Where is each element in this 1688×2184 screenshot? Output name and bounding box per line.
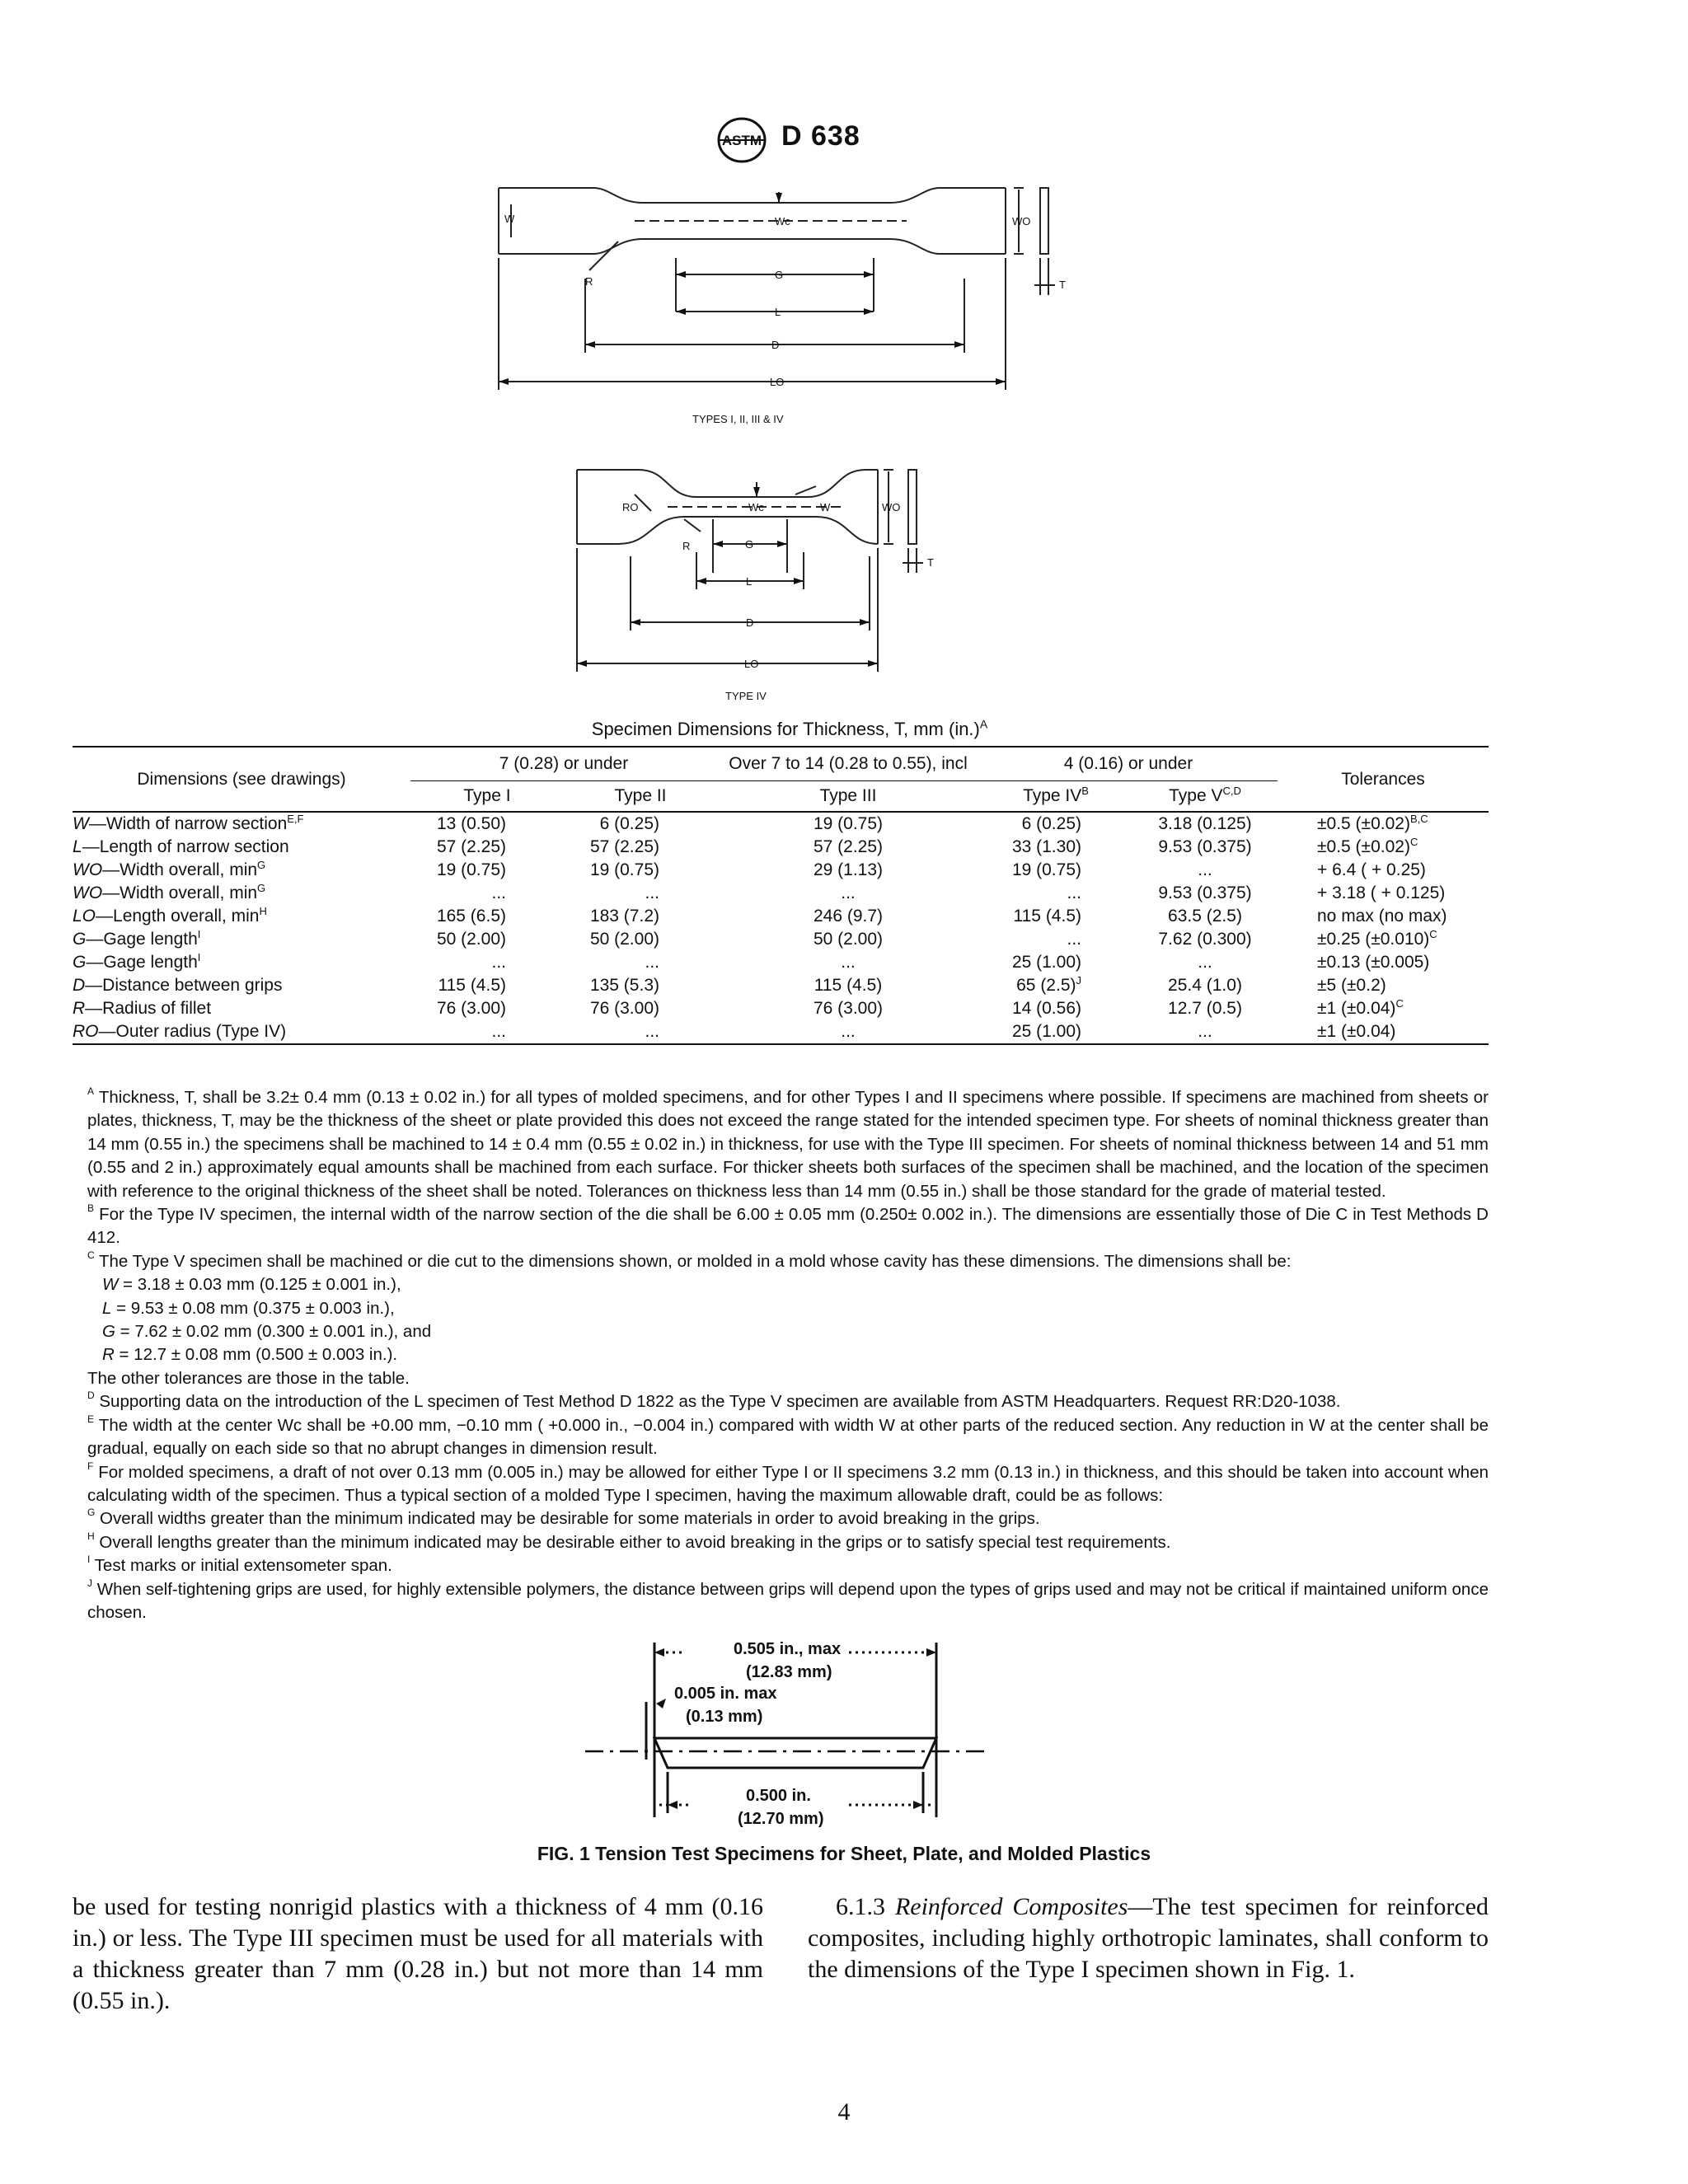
table-caption-text: Specimen Dimensions for Thickness, T, mm (in.) — [591, 719, 980, 739]
footnote-c-r — [73, 1343, 1489, 1366]
type-1-value — [410, 997, 564, 1020]
drawing1-label-wc: Wc — [775, 215, 790, 227]
col-header-dimensions: Dimensions (see drawings) — [73, 747, 410, 812]
footnote-a — [73, 1086, 1489, 1203]
dimension-cell — [73, 974, 410, 997]
footnote-h-mark: H — [87, 1530, 95, 1542]
type-4-value — [979, 951, 1132, 974]
footnote-g-mark: G — [87, 1507, 96, 1519]
drawing1-label-l: L — [775, 306, 781, 318]
type-2-value — [564, 812, 717, 836]
footnote-f — [73, 1461, 1489, 1508]
type-5-value — [1132, 882, 1278, 905]
type-1-value-text: ... — [491, 1022, 506, 1041]
col-group-7mm: 7 (0.28) or under — [410, 747, 717, 781]
dimension-desc: —Gage length — [86, 930, 198, 949]
footnote-d-mark: D — [87, 1390, 95, 1402]
tolerance-note: C — [1409, 836, 1418, 848]
page-header — [0, 115, 1688, 165]
type-3-value — [717, 997, 979, 1020]
type-4-value-text: 25 (1.00) — [1011, 1022, 1081, 1041]
dimension-cell — [73, 1020, 410, 1044]
type-5-label: Type V — [1169, 786, 1223, 805]
dimension-desc: —Width of narrow section — [88, 814, 288, 833]
type-5-value — [1132, 951, 1278, 974]
type-1-value-text: ... — [491, 953, 506, 972]
dimension-symbol: D — [73, 976, 86, 995]
type-1-value-text: 50 (2.00) — [436, 930, 506, 949]
figure-caption: FIG. 1 Tension Test Specimens for Sheet, Plate, and Molded Plastics — [537, 1843, 1151, 1864]
tolerance-note: C — [1429, 928, 1437, 940]
type-4-value — [979, 1020, 1132, 1044]
type-1-value-text: 13 (0.50) — [436, 814, 506, 833]
drawing1-label-w: W — [504, 213, 515, 225]
drawing1-label-r: R — [585, 275, 593, 288]
type-1-value-text: 19 (0.75) — [436, 860, 506, 879]
type-5-value-text: ... — [1198, 1022, 1212, 1041]
type-5-value-text: 7.62 (0.300) — [1158, 930, 1252, 949]
table-footnotes — [73, 1086, 1489, 1624]
type-1-value-text: 115 (4.5) — [438, 976, 506, 995]
table-body — [73, 812, 1489, 1044]
footnote-h-text: Overall lengths greater than the minimum indicated may be desirable either to avoid breaking in the grips or to satisfy special test requirements. — [99, 1532, 1171, 1552]
footnote-c-l — [73, 1297, 1489, 1320]
type-5-value-text: ... — [1198, 953, 1212, 972]
tolerance-text: ±5 (±0.2) — [1317, 976, 1386, 995]
table-row — [73, 928, 1489, 951]
drawing1-label-wo: WO — [1012, 215, 1031, 227]
footnote-j-mark: J — [87, 1577, 92, 1589]
tolerance-text: + 6.4 ( + 0.25) — [1317, 860, 1426, 879]
sketch-bottom-mm: (12.70 mm) — [738, 1810, 824, 1828]
type-5-value-text: 25.4 (1.0) — [1168, 976, 1242, 995]
footnote-f-mark: F — [87, 1460, 94, 1472]
tolerance-text: ±0.5 (±0.02) — [1317, 837, 1410, 856]
type-5-value — [1132, 928, 1278, 951]
footnote-c-g-text: = 7.62 ± 0.02 mm (0.300 ± 0.001 in.), and — [115, 1322, 432, 1342]
footnote-c-l-text: = 9.53 ± 0.08 mm (0.375 ± 0.003 in.), — [111, 1298, 395, 1318]
dimension-desc: —Outer radius (Type IV) — [98, 1022, 287, 1041]
type-3-value-text: ... — [841, 1022, 856, 1041]
tolerance-value — [1278, 997, 1489, 1020]
table-row — [73, 974, 1489, 997]
type-4-label: Type IV — [1023, 786, 1082, 805]
specimen-drawing-types-1-4 — [486, 180, 1080, 435]
type-2-value — [564, 974, 717, 997]
sketch-top-mm: (12.83 mm) — [746, 1663, 832, 1681]
footnote-c-mark: C — [87, 1249, 95, 1262]
type-2-value-text: 19 (0.75) — [589, 860, 659, 879]
dimension-note: E,F — [287, 813, 304, 825]
type-4-value — [979, 974, 1132, 997]
type-2-value — [564, 997, 717, 1020]
type-1-value — [410, 974, 564, 997]
footnote-d — [73, 1390, 1489, 1413]
footnote-a-mark: A — [87, 1085, 95, 1098]
type-2-value — [564, 836, 717, 859]
section-number: 6.1.3 — [836, 1893, 895, 1920]
type-1-value — [410, 951, 564, 974]
type-4-value — [979, 836, 1132, 859]
tolerance-text: ±0.13 (±0.005) — [1317, 953, 1430, 972]
type-4-value-text: ... — [1067, 930, 1081, 949]
dimension-symbol: RO — [73, 1022, 99, 1041]
type-5-value-text: 9.53 (0.375) — [1158, 837, 1252, 856]
type-1-value-text: ... — [491, 883, 506, 902]
footnote-c-r-sym: R — [102, 1345, 115, 1365]
type-3-value — [717, 974, 979, 997]
drawing2-label-wc: Wc — [748, 501, 764, 513]
table-row — [73, 1020, 1489, 1044]
dimension-symbol: W — [73, 814, 89, 833]
type-4-value-text: 19 (0.75) — [1011, 860, 1081, 879]
dimension-note: G — [257, 882, 266, 894]
footnote-j — [73, 1578, 1489, 1625]
type-3-value — [717, 951, 979, 974]
col-header-tolerances: Tolerances — [1278, 747, 1489, 812]
body-text-right — [808, 1891, 1489, 1985]
dimension-cell — [73, 997, 410, 1020]
tolerance-text: ±1 (±0.04) — [1317, 1022, 1396, 1041]
dimension-symbol: LO — [73, 907, 96, 926]
tolerance-text: ±0.5 (±0.02) — [1317, 814, 1410, 833]
footnote-j-text: When self-tightening grips are used, for highly extensible polymers, the distance between grips will depend upon the types of grips used and may not be critical if maintained uniform once chosen. — [87, 1579, 1489, 1622]
table-row — [73, 882, 1489, 905]
type-2-value-text: ... — [645, 883, 659, 902]
tolerance-text: + 3.18 ( + 0.125) — [1317, 883, 1446, 902]
specimen-drawing-type-4 — [569, 466, 1030, 713]
drawing1-label-t: T — [1059, 279, 1066, 291]
dimension-desc: —Length overall, min — [96, 907, 260, 926]
type-3-value — [717, 905, 979, 928]
drawing2-label-g: G — [745, 538, 754, 551]
footnote-c-g — [73, 1320, 1489, 1343]
dimension-note: G — [257, 859, 266, 871]
section-title: Reinforced Composites — [894, 1893, 1128, 1920]
type-4-value — [979, 812, 1132, 836]
drawing1-label-lo: LO — [770, 376, 785, 388]
type-4-value — [979, 882, 1132, 905]
tolerance-value — [1278, 812, 1489, 836]
footnote-i — [73, 1554, 1489, 1577]
type-1-value — [410, 812, 564, 836]
logo-text: ASTM — [721, 133, 762, 148]
type-5-note: C,D — [1222, 785, 1241, 797]
drawing2-label-t: T — [927, 556, 934, 569]
col-group-4mm: 4 (0.16) or under — [979, 747, 1278, 781]
col-header-type-3: Type III — [717, 781, 979, 813]
footnote-e-text: The width at the center Wc shall be +0.00 mm, −0.10 mm ( +0.000 in., −0.004 in.) compared with width W at other parts of the reduced section. Any reduction in W at the center shall be gradual, equally on each side so that no abrupt changes in dimension result. — [87, 1415, 1489, 1459]
tolerance-value — [1278, 882, 1489, 905]
dimension-cell — [73, 859, 410, 882]
dimension-cell — [73, 951, 410, 974]
drawing1-caption: TYPES I, II, III & IV — [692, 413, 784, 425]
footnote-b-mark: B — [87, 1202, 95, 1215]
type-2-value — [564, 859, 717, 882]
type-4-value-text: 6 (0.25) — [1021, 814, 1081, 833]
dimension-symbol: WO — [73, 860, 103, 879]
drawing1-label-g: G — [775, 269, 784, 281]
type-3-value-text: 50 (2.00) — [813, 930, 884, 949]
type-1-value-text: 165 (6.5) — [436, 907, 506, 926]
sketch-bottom-in: 0.500 in. — [746, 1787, 811, 1805]
tolerance-text: ±0.25 (±0.010) — [1317, 930, 1430, 949]
type-5-value — [1132, 812, 1278, 836]
footnote-c-l-sym: L — [102, 1298, 112, 1318]
sketch-top-in: 0.505 in., max — [734, 1640, 842, 1658]
footnote-c-r-text: = 12.7 ± 0.08 mm (0.500 ± 0.003 in.). — [114, 1345, 398, 1365]
type-2-value — [564, 951, 717, 974]
type-5-value-text: 63.5 (2.5) — [1168, 907, 1242, 926]
tolerance-value — [1278, 974, 1489, 997]
type-5-value-text: 3.18 (0.125) — [1158, 814, 1252, 833]
type-3-value — [717, 928, 979, 951]
draft-section-sketch — [577, 1636, 1006, 1834]
type-5-value — [1132, 997, 1278, 1020]
footnote-i-text: Test marks or initial extensometer span. — [94, 1556, 392, 1576]
section-text: —The test specimen for reinforced composites, including highly orthotropic laminates, shall conform to the dimensions of the Type I specimen shown in Fig. 1. — [808, 1893, 1489, 1983]
type-2-value-text: ... — [645, 1022, 659, 1041]
table-caption — [0, 719, 1579, 740]
tolerance-note: B,C — [1409, 813, 1428, 825]
tolerance-value — [1278, 836, 1489, 859]
tolerance-value — [1278, 928, 1489, 951]
tolerance-note: C — [1395, 997, 1404, 1010]
dimension-note: I — [197, 928, 201, 940]
type-4-value-text: 14 (0.56) — [1011, 999, 1081, 1018]
type-4-value — [979, 859, 1132, 882]
drawing1-label-d: D — [771, 339, 780, 351]
drawing2-caption: TYPE IV — [725, 690, 767, 702]
type-3-value-text: ... — [841, 883, 856, 902]
drawing2-label-l: L — [746, 575, 753, 588]
col-header-type-4 — [979, 781, 1132, 813]
footnote-c-w-text: = 3.18 ± 0.03 mm (0.125 ± 0.001 in.), — [118, 1275, 401, 1295]
footnote-c-other: The other tolerances are those in the table. — [87, 1368, 410, 1388]
footnote-g-text: Overall widths greater than the minimum indicated may be desirable for some materials in order to avoid breaking in the grips. — [100, 1509, 1040, 1529]
dimension-desc: —Length of narrow section — [82, 837, 289, 856]
type-3-value — [717, 836, 979, 859]
footnote-e-mark: E — [87, 1413, 95, 1425]
footnote-b-text: For the Type IV specimen, the internal width of the narrow section of the die shall be 6.00 ± 0.05 mm (0.250± 0.002 in.). The dimensions are essentially those of Die C in Test Methods D 412. — [87, 1205, 1489, 1248]
dimension-cell — [73, 882, 410, 905]
type-4-value-text: 115 (4.5) — [1013, 907, 1081, 926]
sketch-draft-mm: (0.13 mm) — [686, 1708, 763, 1726]
col-header-type-1: Type I — [410, 781, 564, 813]
type-1-value — [410, 905, 564, 928]
type-2-value-text: ... — [645, 953, 659, 972]
dimension-desc: —Gage length — [86, 953, 198, 972]
type-3-value-text: 76 (3.00) — [813, 999, 884, 1018]
dimension-desc: —Radius of fillet — [85, 999, 212, 1018]
footnote-c-w-sym: W — [102, 1275, 119, 1295]
type-1-value-text: 57 (2.25) — [436, 837, 506, 856]
footnote-c-text: The Type V specimen shall be machined or die cut to the dimensions shown, or molded in a mold whose cavity has these dimensions. The dimensions shall be: — [99, 1251, 1292, 1271]
type-4-value-text: 65 (2.5) — [1016, 976, 1076, 995]
dimension-desc: —Width overall, min — [102, 883, 258, 902]
drawing2-label-lo: LO — [744, 658, 759, 670]
drawing2-label-r: R — [682, 540, 691, 552]
table-row — [73, 836, 1489, 859]
type-4-value — [979, 997, 1132, 1020]
type-5-value — [1132, 905, 1278, 928]
tolerance-value — [1278, 859, 1489, 882]
dimension-desc: —Distance between grips — [85, 976, 283, 995]
type-1-value — [410, 1020, 564, 1044]
type-4-value — [979, 905, 1132, 928]
table-caption-note: A — [979, 717, 988, 731]
footnote-c-w — [73, 1273, 1489, 1296]
type-4-value-text: ... — [1067, 883, 1081, 902]
footnote-e — [73, 1414, 1489, 1461]
type-2-value — [564, 905, 717, 928]
type-3-value-text: 246 (9.7) — [813, 907, 884, 926]
astm-logo — [709, 115, 775, 165]
sketch-draft-in: 0.005 in. max — [674, 1685, 777, 1703]
table-row — [73, 951, 1489, 974]
dimension-desc: —Width overall, min — [102, 860, 258, 879]
tolerance-value — [1278, 951, 1489, 974]
type-5-value — [1132, 859, 1278, 882]
drawing2-label-w: W — [820, 501, 831, 513]
dimension-symbol: WO — [73, 883, 103, 902]
footnote-h — [73, 1531, 1489, 1554]
tolerance-text: ±1 (±0.04) — [1317, 999, 1396, 1018]
type-2-value-text: 50 (2.00) — [589, 930, 659, 949]
table-row — [73, 997, 1489, 1020]
type-4-value-text: 33 (1.30) — [1011, 837, 1081, 856]
footnote-i-mark: I — [87, 1554, 91, 1566]
type-5-value — [1132, 836, 1278, 859]
type-2-value-text: 57 (2.25) — [589, 837, 659, 856]
specimen-dimensions-table — [73, 746, 1489, 1045]
page-number: 4 — [837, 2098, 851, 2125]
standard-number: D 638 — [781, 120, 860, 152]
type-3-value — [717, 812, 979, 836]
col-header-type-2: Type II — [564, 781, 717, 813]
type-3-value-text: 115 (4.5) — [814, 976, 883, 995]
footnote-d-text: Supporting data on the introduction of the L specimen of Test Method D 1822 as the Type V specimen are available from ASTM Headquarters. Request RR:D20-1038. — [99, 1392, 1341, 1412]
tolerance-value — [1278, 1020, 1489, 1044]
col-group-7-14mm: Over 7 to 14 (0.28 to 0.55), incl — [717, 747, 979, 781]
dimension-cell — [73, 905, 410, 928]
type-2-value-text: 6 (0.25) — [599, 814, 659, 833]
table-row — [73, 905, 1489, 928]
tolerance-text: no max (no max) — [1317, 907, 1447, 926]
drawing2-label-ro: RO — [622, 501, 639, 513]
dimension-cell — [73, 836, 410, 859]
dimension-symbol: L — [73, 837, 82, 856]
type-1-value — [410, 859, 564, 882]
type-3-value-text: 29 (1.13) — [813, 860, 884, 879]
footnote-f-text: For molded specimens, a draft of not over 0.13 mm (0.005 in.) may be allowed for either Type I or II specimens 3.2 mm (0.13 in.) in thickness, and this should be taken into account when calculating width of the specimen. Thus a typical section of a molded Type I specimen, having the maximum allowable draft, could be as follows: — [87, 1462, 1489, 1505]
dimension-note: I — [197, 951, 201, 963]
footnote-c — [73, 1250, 1489, 1273]
type-3-value — [717, 1020, 979, 1044]
dimension-symbol: R — [73, 999, 86, 1018]
body-text-left: be used for testing nonrigid plastics with a thickness of 4 mm (0.16 in.) or less. The Type III specimen must be used for all materials with a thickness greater than 7 mm (0.28 in.) but not more than 14 mm (0.55 in.). — [73, 1893, 763, 2014]
footnote-a-text: Thickness, T, shall be 3.2± 0.4 mm (0.13 ± 0.02 in.) for all types of molded specimens, and for other Types I and II specimens where possible. If specimens are machined from sheets or plates, thickness, T, may be the thickness of the sheet or plate provided this does not exceed the range stated for the intended specimen type. For sheets of nominal thickness greater than 14 mm (0.55 in.) the specimens shall be machined to 14 ± 0.4 mm (0.55 ± 0.02 in.) in thickness, for use with the Type III specimen. For sheets of nominal thickness between 14 and 51 mm (0.55 and 2 in.) approximately equal amounts shall be machined from each surface. For thicker sheets both surfaces of the specimen shall be machined, and the location of the specimen with reference to the original thickness of the sheet shall be noted. Tolerances on thickness less than 14 mm (0.55 in.) shall be those standard for the grade of material tested. — [87, 1088, 1489, 1201]
col-header-type-5 — [1132, 781, 1278, 813]
type-4-note: B — [1081, 785, 1089, 797]
tolerance-value — [1278, 905, 1489, 928]
type-5-value-text: 9.53 (0.375) — [1158, 883, 1252, 902]
type-3-value-text: 57 (2.25) — [813, 837, 884, 856]
type-2-value — [564, 928, 717, 951]
table-row — [73, 812, 1489, 836]
type-4-value-note: J — [1076, 974, 1081, 987]
table-row — [73, 859, 1489, 882]
dimension-cell — [73, 928, 410, 951]
type-1-value — [410, 836, 564, 859]
type-2-value-text: 183 (7.2) — [589, 907, 659, 926]
dimension-note: H — [259, 905, 267, 917]
type-5-value-text: 12.7 (0.5) — [1168, 999, 1242, 1018]
type-4-value — [979, 928, 1132, 951]
table-header-row-1 — [73, 747, 1489, 781]
type-3-value — [717, 882, 979, 905]
type-2-value — [564, 1020, 717, 1044]
type-4-value-text: 25 (1.00) — [1011, 953, 1081, 972]
type-1-value — [410, 882, 564, 905]
dimension-cell — [73, 812, 410, 836]
footnote-c-g-sym: G — [102, 1322, 115, 1342]
drawing2-label-d: D — [746, 616, 754, 629]
dimension-symbol: G — [73, 930, 87, 949]
type-1-value-text: 76 (3.00) — [436, 999, 506, 1018]
type-1-value — [410, 928, 564, 951]
type-3-value — [717, 859, 979, 882]
type-5-value — [1132, 974, 1278, 997]
footnote-g — [73, 1507, 1489, 1530]
type-3-value-text: 19 (0.75) — [813, 814, 884, 833]
drawing2-label-wo: WO — [882, 501, 901, 513]
type-5-value — [1132, 1020, 1278, 1044]
dimension-symbol: G — [73, 953, 87, 972]
type-5-value-text: ... — [1198, 860, 1212, 879]
type-3-value-text: ... — [841, 953, 856, 972]
type-2-value-text: 76 (3.00) — [589, 999, 659, 1018]
type-2-value-text: 135 (5.3) — [589, 976, 659, 995]
type-2-value — [564, 882, 717, 905]
footnote-b — [73, 1203, 1489, 1250]
